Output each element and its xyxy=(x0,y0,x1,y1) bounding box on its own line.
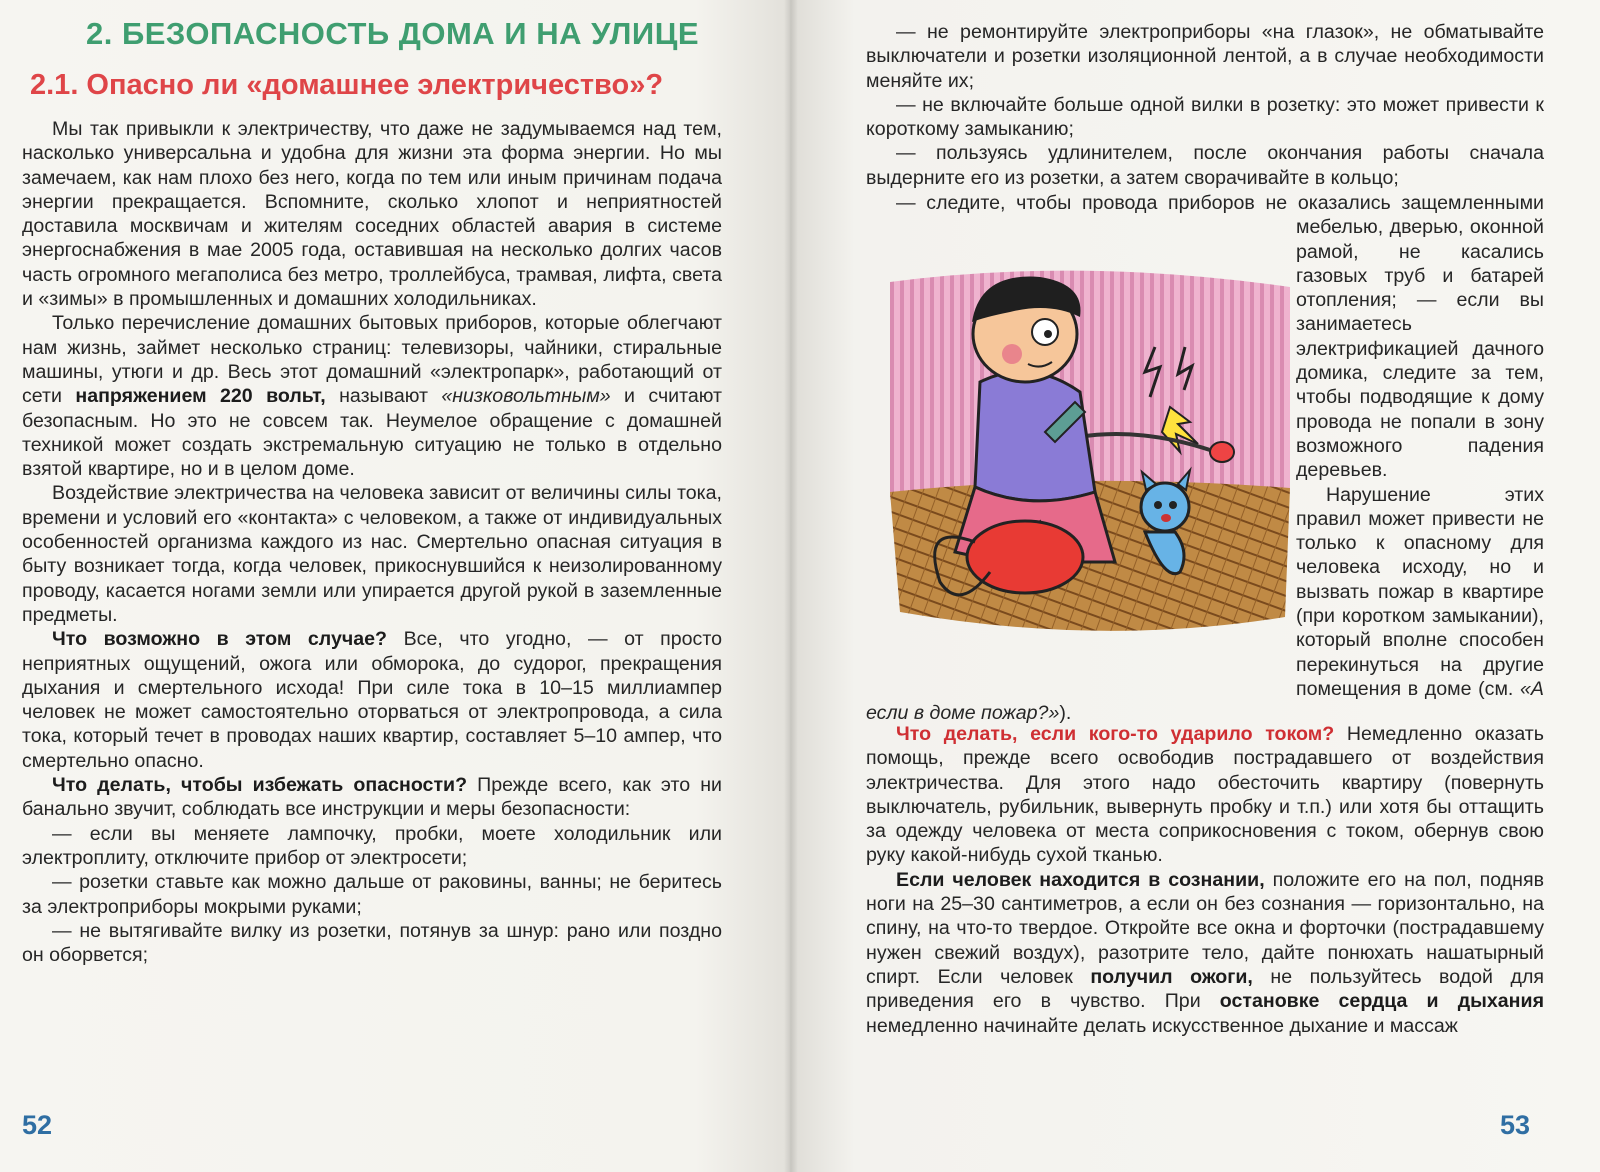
italic-reference: «А если в доме пожар?» xyxy=(866,677,1544,725)
bold-phrase: остановке сердца и дыхания xyxy=(1219,990,1544,1013)
wall-socket-icon xyxy=(1210,442,1234,462)
italic-phrase: «низковольтным» xyxy=(441,385,611,408)
book-gutter xyxy=(784,0,798,1172)
paragraph: Что делать, чтобы избежать опасности? Прежде всего, как это ни банально звучит, соблюдать все инструкции и меры безопасности: xyxy=(22,774,722,821)
right-text-top xyxy=(866,20,1544,190)
red-question-heading: Что делать, если кого-то ударило током? xyxy=(896,723,1335,745)
page-number: 52 xyxy=(22,1110,53,1140)
paragraph: Если человек находится в сознании, положите его на пол, подняв ноги на 25–30 сантиметров, а если он без сознания — горизонтально, на спину, на что-то твердое. Откройте все окна и форточки (пострадавшему нужен свежий воздух), разотрите тело, дайте понюхать нашатырный спирт. Если человек получил ожоги, не пользуйтесь водой для приведения его в чувство. При остановке сердца и дыхания немедленно начинайте делать искусственное дыхание и массаж xyxy=(866,868,1544,1037)
paragraph: Нарушение этих правил может привести не только к опасному для человека исходу, но и вызвать пожар в квартире (при коротком замыкании), который вполне способен перекинуться на другие помещения в доме (см. «А если в доме пожар?»). xyxy=(866,483,1544,725)
bold-phrase: получил ожоги, xyxy=(1090,965,1253,988)
list-item: — не ремонтируйте электроприборы «на глазок», не обматывайте выключатели и розетки изоляционной лентой, а в случае необходимости меняйте их; xyxy=(866,21,1544,92)
list-item: — пользуясь удлинителем, после окончания работы сначала выдерните его из розетки, а затем сворачивайте в кольцо; xyxy=(866,142,1544,189)
list-item: — не вытягивайте вилку из розетки, потянув за шнур: рано или поздно он оборвется; xyxy=(22,919,722,967)
paragraph: Что делать, если кого-то ударило током? Немедленно оказать помощь, прежде всего освободив пострадавшего от воздействия электричества. Для этого надо обесточить квартиру (повернуть выключатель, рубильник, вывернуть пробку и т.п.) или хотя бы оттащить за одежду человека от места соприкосновения с током, обернув свою руку какой-нибудь сухой тканью. xyxy=(866,723,1544,867)
chapter-title: 2. БЕЗОПАСНОСТЬ ДОМА И НА УЛИЦЕ xyxy=(86,16,700,51)
list-item: — следите, чтобы провода приборов не оказались защемленными мебелью, дверью, оконной рамой, не касались газовых труб и батарей отопления; — если вы занимаетесь электрификацией дачного домика, следите за тем, чтобы подводящие к дому провода не попали в зону возможного падения деревьев. xyxy=(896,192,1544,482)
section-title: 2.1. Опасно ли «домашнее электричество»? xyxy=(30,69,664,101)
paragraph: Мы так привыкли к электричеству, что даже не задумываемся над тем, насколько универсальна и удобна для жизни эта форма энергии. Но мы замечаем, как нам плохо без него, когда по тем или иным причинам подача энергии прекращается. Вспомните, сколько хлопот и неприятностей доставила москвичам и жителям соседних областей авария в системе энергоснабжения в мае 2005 года, оставившая на несколько долгих часов часть огромного мегаполиса без метро, троллейбуса, трамвая, лифта, света и «зимы» в промышленных и домашних холодильниках. xyxy=(22,118,722,311)
electric-shock-illustration xyxy=(880,262,1300,642)
page-left xyxy=(0,0,790,1172)
bold-phrase: Если человек находится в сознании, xyxy=(896,868,1265,891)
bold-phrase: напряжением 220 вольт, xyxy=(75,385,326,408)
list-item: — не включайте больше одной вилки в розетку: это может привести к короткому замыканию; xyxy=(866,93,1544,141)
question-heading: Что делать, чтобы избежать опасности? xyxy=(52,774,468,797)
paragraph: Что возможно в этом случае? Все, что угодно, — от просто неприятных ощущений, ожога или обморока, до судорог, прекращения дыхания и смертельного исхода! При силе тока в 10–15 миллиампер человек не может самостоятельно оторваться от электропровода, а сила тока, который течет в проводах наших квартир, составляет 5–10 ампер, что смертельно опасно. xyxy=(22,628,722,772)
page-number: 53 xyxy=(1500,1110,1531,1140)
list-item: — розетки ставьте как можно дальше от раковины, ванны; не беритесь за электроприборы мокрыми руками; xyxy=(22,871,722,918)
left-text-column xyxy=(22,117,722,967)
paragraph: Воздействие электричества на человека зависит от величины силы тока, времени и условий его «контакта» с человеком, а также от индивидуальных особенностей организма каждого из нас. Смертельно опасная ситуация в быту возникает тогда, когда человек, прикоснувшийся к неизолированному проводу, касается ногами земли или упирается другой рукой в заземленные предметы. xyxy=(22,482,722,626)
list-item: — если вы меняете лампочку, пробки, моете холодильник или электроплиту, отключите прибор от электросети; xyxy=(22,822,722,869)
question-heading: Что возможно в этом случае? xyxy=(52,628,388,651)
paragraph: Только перечисление домашних бытовых приборов, которые облегчают нам жизнь, займет несколько страниц: телевизоры, чайники, стиральные машины, утюги и др. Весь этот домашний «электропарк», работающий от сети напряжением 220 вольт, называют «низковольтным» и считают безопасным. Но это не совсем так. Неумелое обращение с домашней техникой может создать экстремальную ситуацию не только в отдельно взятой квартире, но и в целом доме. xyxy=(22,312,723,481)
right-text-bottom xyxy=(866,722,1544,1038)
